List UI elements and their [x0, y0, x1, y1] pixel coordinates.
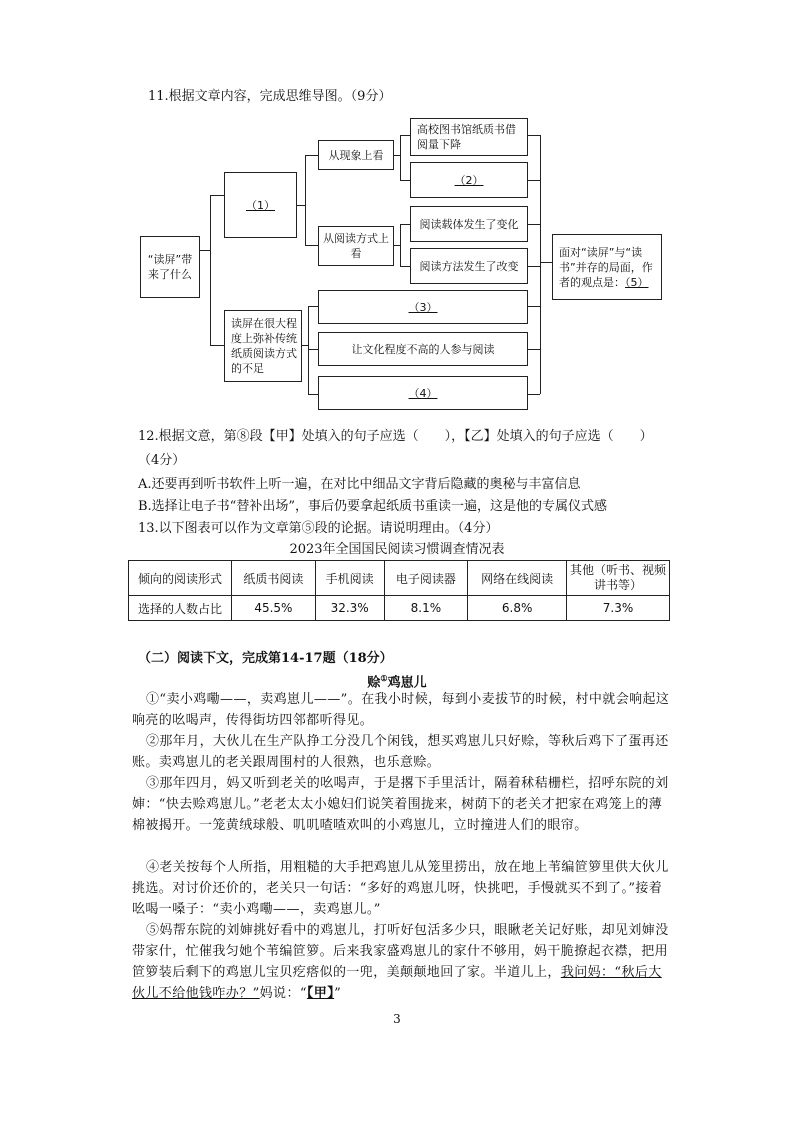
blank-jia: 【甲】 — [306, 986, 335, 1001]
mindmap-blank-2: （2） — [410, 162, 528, 198]
page-number: 3 — [393, 1012, 401, 1026]
mindmap-remedy: 读屏在很大程度上弥补传统纸质阅读方式的不足 — [224, 310, 302, 382]
paragraph-3: ③那年四月，妈又听到老关的吆喝声，于是撂下手里活计，隔着秫秸栅栏，招呼东院的刘婶：“快去赊鸡崽儿。”老老太太小媳妇们说笑着围拢来，树荫下的老关才把家在鸡笼上的薄棉被揭开。一笼黄绒球般、叽叽喳喳欢叫的小鸡崽儿，立时撞进人们的眼帘。 — [132, 776, 669, 833]
mindmap-conclusion: 面对“读屏”与“读书”并存的局面，作者的观点是：（5） — [552, 234, 662, 300]
table-row — [129, 596, 670, 621]
table-cell: 选择的人数占比 — [129, 596, 232, 621]
table-cell: 45.5% — [232, 596, 316, 621]
table-cell: 手机阅读 — [315, 561, 384, 596]
mindmap-phenomenon: 从现象上看 — [318, 140, 394, 170]
table-cell: 电子阅读器 — [384, 561, 468, 596]
q13-title: 13.以下图表可以作为文章第⑤段的论据。请说明理由。（4分） — [138, 521, 499, 536]
q12-option-b: B.选择让电子书“替补出场”，事后仍要拿起纸质书重读一遍，这是他的专属仪式感 — [138, 499, 607, 514]
q12-option-a: A.还要再到听书软件上听一遍，在对比中细品文字背后隐藏的奥秘与丰富信息 — [138, 477, 581, 492]
paragraph-5: ⑤妈帮东院的刘婶挑好看中的鸡崽儿，打听好包活多少只，眼瞅老关记好账，却见刘婶没带家什，忙催我匀她个苇编笸箩。后来我家盛鸡崽儿的家什不够用，妈干脆撩起衣襟，把用笸箩装后剩下的鸡崽儿宝贝疙瘩似的一兜，美颠颠地回了家。半道儿上，我问妈：“秋后大伙儿不给他钱咋办？”妈说：“【甲】” — [132, 923, 669, 1001]
underlined-question: 我问妈：“秋后大伙儿不给他钱咋办？” — [132, 965, 662, 1001]
mindmap-blank-3: （3） — [318, 290, 528, 324]
article-title: 赊①鸡崽儿 — [367, 673, 427, 691]
paragraph-4: ④老关按每个人所指，用粗糙的大手把鸡崽儿从笼里捞出，放在地上苇编笸箩里供大伙儿挑选。对讨价还价的，老关只一句话：“多好的鸡崽儿呀，快挑吧，手慢就买不到了。”接着吆喝一嗓子：“卖小鸡嘞——，卖鸡崽儿。” — [132, 860, 669, 917]
mindmap-method: 从阅读方式上看 — [318, 226, 394, 266]
mindmap-phen-item1: 高校图书馆纸质书借阅量下降 — [410, 118, 528, 156]
table-cell: 32.3% — [315, 596, 384, 621]
mindmap-remedy-item2: 让文化程度不高的人参与阅读 — [318, 332, 528, 366]
paragraph-2: ②那年月，大伙儿在生产队挣工分没几个闲钱，想买鸡崽儿只好赊，等秋后鸡下了蛋再还账。卖鸡崽儿的老关跟周围村的人很熟，也乐意赊。 — [132, 734, 669, 770]
mindmap-root: “读屏”带来了什么 — [140, 236, 200, 298]
table-row — [129, 561, 670, 596]
table-cell: 8.1% — [384, 596, 468, 621]
paragraph-1: ①“卖小鸡嘞——，卖鸡崽儿——”。在我小时候，每到小麦拔节的时候，村中就会响起这响亮的吆喝声，传得街坊四邻都听得见。 — [132, 692, 670, 728]
q11-title: 11.根据文章内容，完成思维导图。（9分） — [148, 89, 392, 104]
survey-table-title: 2023年全国国民阅读习惯调查情况表 — [289, 542, 505, 557]
table-cell: 倾向的阅读形式 — [129, 561, 232, 596]
q12-title: 12.根据文意，第⑧段【甲】处填入的句子应选（ ），【乙】处填入的句子应选（ ） — [138, 429, 653, 444]
mindmap-blank-4: （4） — [318, 376, 528, 410]
table-cell: 7.3% — [567, 596, 670, 621]
mindmap-blank-1: （1） — [224, 172, 297, 238]
table-cell: 其他（听书、视频讲书等） — [567, 561, 670, 596]
table-cell: 网络在线阅读 — [468, 561, 567, 596]
section2-heading: （二）阅读下文，完成第14-17题（18分） — [138, 651, 393, 666]
mindmap-method-item1: 阅读载体发生了变化 — [410, 206, 528, 242]
survey-table — [128, 560, 670, 621]
mindmap-method-item2: 阅读方法发生了改变 — [410, 248, 528, 284]
table-cell: 6.8% — [468, 596, 567, 621]
q12-score: （4分） — [138, 453, 186, 468]
table-cell: 纸质书阅读 — [232, 561, 316, 596]
